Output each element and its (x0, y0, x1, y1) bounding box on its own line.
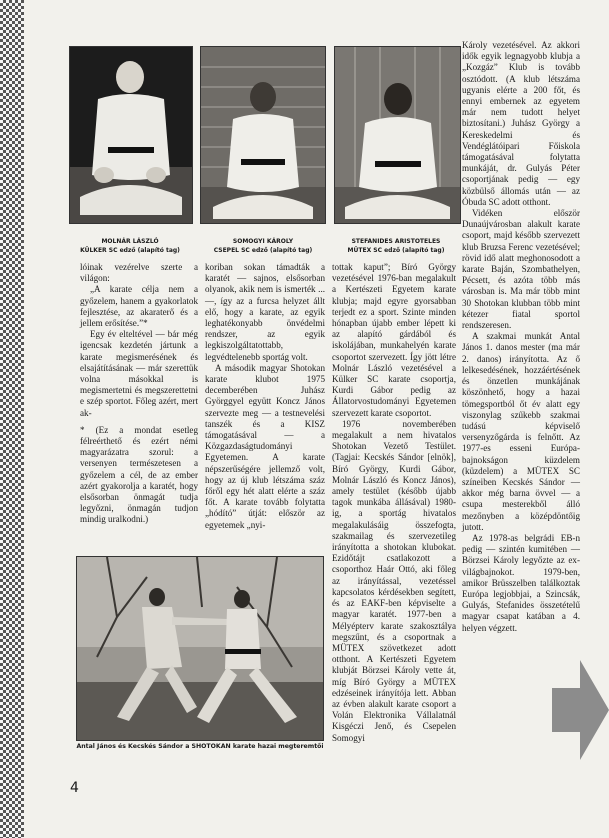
caption-role: KÜLKER SC edző (alapító tag) (80, 247, 180, 254)
footnote: * (Ez a mondat esetleg félreérthető és ezért némi magyarázatra szorul: a versenyen természetesen a győzelem a cél, de az ember azért gyakorolja a karatét, hogy elsősorban önmagát tudja legyőzni, önmagán tudjon mindig uralkodni.) (80, 424, 198, 525)
paragraph: Vidéken először Dunaújvárosban alakult karate csoport, majd később szervezett klub Bruzsa Ferenc vezetésével; rövid idő alatt meghonosodott a karate Baján, Szombathelyen, Pécsett, és azóta több más városban is. Ma már több mint 30 Shotokan klubban több mint kétezer fiatal sportol rendszeresen. (462, 208, 580, 331)
paragraph: A szakmai munkát Antal János 1. danos mester (ma már 2. danos) irányította. Az ő lelkesedésének, hozzáértésének és önzetlen munkájának köszönhető, hogy a hazai tömegsportból őt év alatt egy viszonylag szűkebb szakmai tudású képviselő versenyzőgárda is felnőtt. Az 1977-es esseni Európa-bajnokságon küzdelem (küzdelem) a MÜTEX SC színeiben Kecskés Sándor — akkor még barna övvel — a csupa mesterekből álló mezőnyben a középdöntőig jutott. (462, 331, 580, 532)
text-column-2 (205, 262, 325, 531)
page-edge-pattern (0, 0, 24, 838)
caption-photo2 (198, 237, 328, 255)
paragraph: lóinak vezérelve szerte a világon: (80, 262, 198, 284)
paragraph: Egy év elteltével — bár még igencsak kezdetén jártunk a karate megismerésének és elsajátításának — már szerettük volna másokkal is megismertetni és megszerettetni e szép sportot. Főleg azért, mert ak- (80, 329, 198, 418)
text-column-4 (462, 40, 580, 634)
paragraph: Károly vezetésével. Az akkori idők egyik legnagyobb klubja a „Kozgáz” Klub is tovább osztódott. (A klub létszáma ugyanis elérte a 200 főt, és ennyi embernek az egyetem már nem tudott helyet biztosítani.) Juhász György a Kereskedelmi és Vendéglátóipari Főiskola támogatásával folytatta munkáját, dr. Gulyás Péter csoportjának pedig — egy közbülső állomás után — az Óbuda SC adott otthont. (462, 40, 580, 207)
paragraph: koriban sokan támadták a karatét — sajnos, elsősorban olyanok, akik nem is ismerték ... —, így az a furcsa helyzet állt elő, hogy a karate, az egyik leghatékonyabb önvédelmi rendszer, az egyik legkiszolgáltatottabb, legvédtelenebb sportág volt. (205, 262, 325, 362)
paragraph: Az 1978-as belgrádi EB-n pedig — szintén kumitében — Börzsei Károly legyőzte az ex-világbajnokot. 1979-ben, amikor Brüsszelben találkoztak Európa legjobbjai, a Szincsák, Gulyás, Stefanides összetételű magyar csapat katában a 4. helyen végzett. (462, 532, 580, 633)
page-number: 4 (70, 780, 79, 796)
bottom-photo-caption: Antal János és Kecskés Sándor a SHOTOKAN karate hazai megteremtői (76, 743, 324, 750)
caption-photo3 (330, 237, 462, 255)
text-column-1 (80, 262, 198, 526)
caption-name: SOMOGYI KÁROLY (232, 238, 294, 245)
caption-name: MOLNÁR LÁSZLÓ (101, 238, 159, 245)
paragraph: 1976 novemberében megalakult a nem hivatalos Shotokan Vezető Testület. (Tagjai: Kecskés Sándor [elnök], Bíró György, Kurdi Gábor, Molnár László és Koncz János), amely testület (később újabb tagok munkába állásával) 1980-ig, a sportág hivatalos megalakulásáig összefogta, szakmailag és szervezetileg irányította a shotokan klubokat. Ezidőtájt csatlakozott a csoporthoz Haár Ottó, aki főleg az irányítással, vezetéssel kapcsolatos kérdésekben segített, és az EAKF-ben képviselte a magyar karatét. 1977-ben a Mélyépterv karate szakosztálya megszűnt, és a csoportnak a MÜTEX szövetkezet adott otthont. A Kertészeti Egyetem klubját Börzsei Károly vette át, míg Bíró György a MÜTEX edzéseinek irányítója lett. Abban az évben alakult karate csoport a Volán Elektronika Vállalatnál Kisgéczi Jenő, és Csepelen Somogyi (332, 418, 456, 743)
photo-antal-kecskes (76, 556, 324, 741)
paragraph: tottak kaput”; Bíró György vezetésével 1976-ban megalakult a Kertészeti Egyetem karate klubja; majd egyre gyorsabban terjedt ez a sport. Szinte minden hónapban újabb ember lépett ki az alapító gárdából és iskolájában, munkahelyén karate csoportot szervezett. Így jött létre Molnár László vezetésével a Külker SC karate csoportja, Kurdi Gábor pedig az Állatorvostudományi Egyetemen szervezett karate csoportot. (332, 262, 456, 418)
paragraph: A második magyar Shotokan karate klubot 1975 decemberében Juhász Györggyel együtt Koncz János szervezte meg — a testnevelési tanszék és a KISZ támogatásával — a Közgazdaságtudományi Egyetemen. A karate népszerűségére jellemző volt, hogy az új klub létszáma száz főről egy hét alatt elérte a száz főt. A karate tovább folytatta „hódító” útját: először az egyetemek „nyi- (205, 362, 325, 530)
photo-stefanides-aristoteles (334, 46, 461, 224)
text-column-3 (332, 262, 456, 744)
caption-photo1 (66, 237, 194, 255)
photo-somogyi-karoly (200, 46, 326, 224)
paragraph: „A karate célja nem a győzelem, hanem a gyakorlatok fejlesztése, az akaraterő és a jellem erősítése.”* (80, 284, 198, 329)
next-page-arrow-icon (552, 660, 609, 760)
caption-role: CSEPEL SC edző (alapító tag) (213, 247, 313, 254)
caption-role: MÜTEX SC edző (alapító tag) (347, 247, 445, 254)
photo-molnar-laszlo (69, 46, 193, 224)
caption-name: STEFANIDES ARISTOTELES (351, 238, 441, 245)
magazine-page (24, 0, 609, 838)
